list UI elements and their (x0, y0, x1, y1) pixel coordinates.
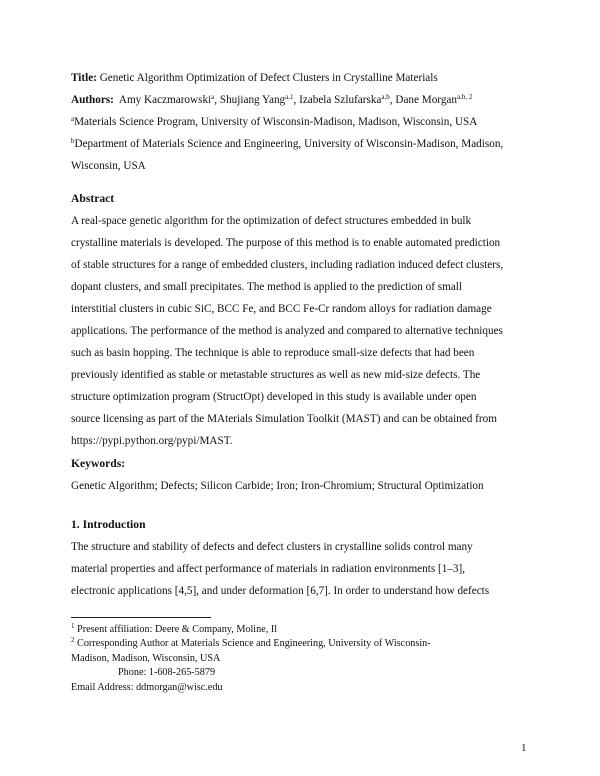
authors-line: Authors: Amy Kaczmarowski$^a$, Shujiang Yang$^{a,1}$, Izabela Szlufarska$^{a,b}$, Dane Morgan$^{a,b, 2}$ (71, 93, 473, 106)
introduction-section (71, 514, 541, 602)
abstract-line: of stable structures for a range of embedded clusters, including radiation induced defect clusters, (71, 259, 504, 271)
title-block (71, 67, 541, 177)
affiliation-b (71, 133, 541, 155)
footnote-2 (71, 637, 541, 650)
abstract-line: A real-space genetic algorithm for the optimization of defect structures embedded in bulk (71, 215, 472, 227)
footnote-phone: Phone: 1-608-265-5879 (118, 667, 216, 678)
abstract-line: structure optimization program (StructOpt) developed in this study is available under open (71, 391, 477, 403)
abstract-line: such as basin hopping. The technique is able to reproduce small-size defects that had been (71, 347, 475, 359)
abstract-section (71, 188, 541, 452)
footnote-1 (71, 623, 541, 636)
affiliation-text: Department of Materials Science and Engineering, University of Wisconsin-Madison, Madison, (74, 138, 504, 150)
introduction-heading: 1. Introduction (71, 518, 146, 531)
page-number: 1 (521, 742, 527, 754)
affiliation-text: Materials Science Program, University of Wisconsin-Madison, Madison, Wisconsin, USA (74, 116, 478, 128)
abstract-heading: Abstract (71, 192, 115, 205)
footnote-sup: 2 (71, 636, 75, 644)
affiliation-sup: b (71, 137, 75, 145)
abstract-line: applications. The performance of the method is analyzed and compared to alternative techniques (71, 325, 503, 337)
affiliation-sup: a (71, 115, 75, 123)
footnote-sup: 1 (71, 622, 75, 630)
footnote-divider (71, 617, 211, 618)
author-name: Dane Morgan (395, 94, 457, 106)
footnote-text: Present affiliation: Deere & Company, Moline, Il (77, 624, 278, 635)
author-sup: a (211, 93, 215, 101)
affiliation-b-cont: Wisconsin, USA (71, 160, 146, 172)
author-sup: a,b (381, 93, 390, 101)
title-line (71, 67, 541, 89)
title-label: Title: (71, 72, 97, 84)
keywords-text: Genetic Algorithm; Defects; Silicon Carbide; Iron; Iron-Chromium; Structural Optimization (71, 480, 484, 492)
author-name: Shujiang Yang (219, 94, 286, 106)
abstract-line: crystalline materials is developed. The purpose of this method is to enable automated prediction (71, 237, 501, 249)
abstract-line: https://pypi.python.org/pypi/MAST. (71, 435, 233, 447)
introduction-line: electronic applications [4,5], and under deformation [6,7]. In order to understand how defects (71, 585, 490, 597)
abstract-line: interstitial clusters in cubic SiC, BCC Fe, and BCC Fe-Cr random alloys for radiation damage (71, 303, 492, 315)
footnote-email: Email Address: ddmorgan@wisc.edu (71, 682, 223, 693)
abstract-line: previously identified as stable or metastable structures as well as new mid-size defects. The (71, 369, 481, 381)
author-sup: a,1 (285, 93, 294, 101)
abstract-line: source licensing as part of the MAterials Simulation Toolkit (MAST) and can be obtained from (71, 413, 497, 425)
author-sup: a,b, 2 (456, 93, 473, 101)
abstract-line: dopant clusters, and small precipitates. The method is applied to the prediction of small (71, 281, 462, 293)
keywords-heading: Keywords: (71, 457, 126, 470)
authors-label: Authors: (71, 94, 114, 106)
introduction-line: The structure and stability of defects and defect clusters in crystalline solids control many (71, 541, 473, 553)
author-name: Amy Kaczmarowski (118, 94, 212, 106)
footnote-text: Corresponding Author at Materials Science and Engineering, University of Wisconsin- (77, 638, 431, 649)
footnote-2-cont: Madison, Madison, Wisconsin, USA (71, 653, 221, 664)
affiliation-a (71, 111, 541, 133)
abstract-body (71, 210, 541, 452)
author-name: Izabela Szlufarska (299, 94, 382, 106)
introduction-line: material properties and affect performance of materials in radiation environments [1–3], (71, 563, 465, 575)
keywords-section (71, 453, 541, 497)
paper-title: Genetic Algorithm Optimization of Defect Clusters in Crystalline Materials (99, 72, 438, 84)
